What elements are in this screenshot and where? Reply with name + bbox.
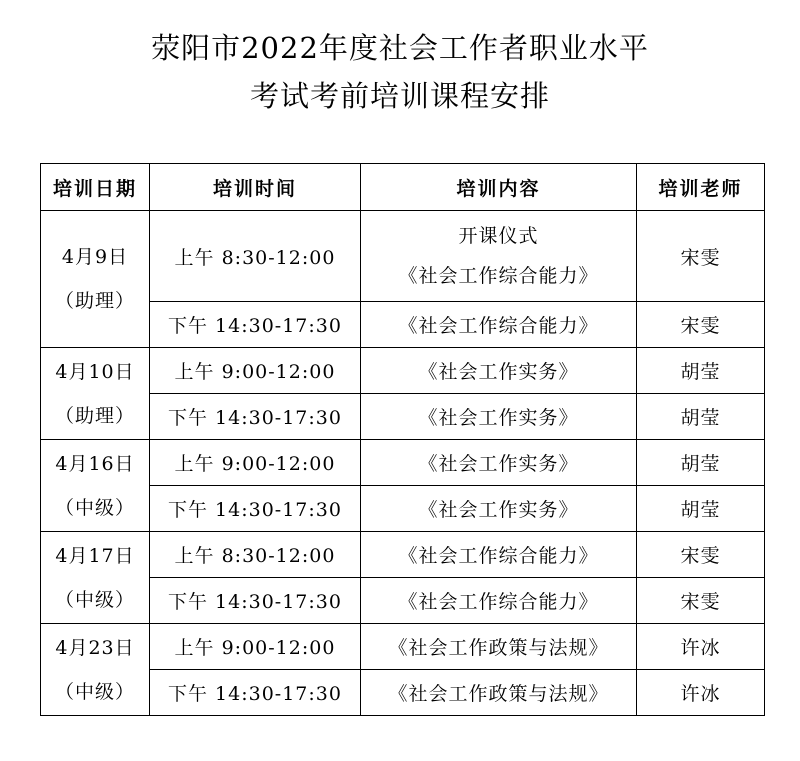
training-date: 4月17日 bbox=[55, 544, 135, 567]
table-row bbox=[41, 348, 765, 394]
training-content-line: 开课仪式 bbox=[458, 225, 539, 247]
training-time: 下午 14:30-17:30 bbox=[150, 486, 361, 532]
training-teacher: 宋雯 bbox=[637, 211, 765, 302]
training-level: （助理） bbox=[54, 290, 135, 312]
document-title-line-2: 考试考前培训课程安排 bbox=[249, 79, 550, 113]
training-time: 下午 14:30-17:30 bbox=[150, 302, 361, 348]
training-content bbox=[361, 578, 637, 624]
training-teacher: 胡莹 bbox=[637, 486, 765, 532]
training-content bbox=[361, 532, 637, 578]
training-content bbox=[361, 624, 637, 670]
training-time: 上午 8:30-12:00 bbox=[150, 532, 361, 578]
training-date-cell bbox=[41, 211, 150, 348]
training-date-cell bbox=[41, 532, 150, 624]
training-time: 下午 14:30-17:30 bbox=[150, 578, 361, 624]
header-time: 培训时间 bbox=[150, 164, 361, 211]
document-title-line-1: 荥阳市2022年度社会工作者职业水平 bbox=[151, 31, 649, 65]
table-row bbox=[41, 394, 765, 440]
training-content bbox=[361, 211, 637, 302]
table-row bbox=[41, 532, 765, 578]
training-time: 上午 9:00-12:00 bbox=[150, 348, 361, 394]
table-header-row bbox=[41, 164, 765, 211]
table-row bbox=[41, 211, 765, 302]
training-teacher: 宋雯 bbox=[637, 302, 765, 348]
training-date: 4月23日 bbox=[55, 636, 135, 659]
table-row bbox=[41, 578, 765, 624]
training-content bbox=[361, 348, 637, 394]
table-row bbox=[41, 624, 765, 670]
table-row bbox=[41, 670, 765, 716]
header-date: 培训日期 bbox=[41, 164, 150, 211]
training-time: 上午 8:30-12:00 bbox=[150, 211, 361, 302]
training-content bbox=[361, 394, 637, 440]
header-teacher: 培训老师 bbox=[637, 164, 765, 211]
training-level: （助理） bbox=[54, 404, 135, 427]
schedule-body bbox=[41, 211, 765, 716]
header-content: 培训内容 bbox=[361, 164, 637, 211]
training-teacher: 宋雯 bbox=[637, 578, 765, 624]
training-time: 上午 9:00-12:00 bbox=[150, 624, 361, 670]
table-row bbox=[41, 440, 765, 486]
training-level: （中级） bbox=[54, 680, 135, 703]
training-teacher: 胡莹 bbox=[637, 394, 765, 440]
training-date-cell bbox=[41, 348, 150, 440]
training-content-line: 《社会工作政策与法规》 bbox=[388, 683, 609, 705]
table-row bbox=[41, 302, 765, 348]
training-teacher: 胡莹 bbox=[637, 440, 765, 486]
training-time: 下午 14:30-17:30 bbox=[150, 394, 361, 440]
training-content-line: 《社会工作实务》 bbox=[418, 361, 579, 383]
training-content-line: 《社会工作综合能力》 bbox=[398, 591, 599, 613]
training-date: 4月9日 bbox=[61, 246, 129, 268]
training-level: （中级） bbox=[54, 496, 135, 519]
training-content-line: 《社会工作综合能力》 bbox=[398, 265, 599, 287]
training-content-line: 《社会工作实务》 bbox=[418, 407, 579, 429]
training-teacher: 许冰 bbox=[637, 624, 765, 670]
training-teacher: 许冰 bbox=[637, 670, 765, 716]
training-content-line: 《社会工作实务》 bbox=[418, 453, 579, 475]
training-level: （中级） bbox=[54, 588, 135, 611]
training-time: 下午 14:30-17:30 bbox=[150, 670, 361, 716]
training-content bbox=[361, 302, 637, 348]
schedule-table bbox=[40, 163, 765, 716]
training-content bbox=[361, 670, 637, 716]
training-content-line: 《社会工作综合能力》 bbox=[398, 315, 599, 337]
table-row bbox=[41, 486, 765, 532]
training-teacher: 胡莹 bbox=[637, 348, 765, 394]
training-date-cell bbox=[41, 440, 150, 532]
training-date: 4月16日 bbox=[55, 452, 135, 475]
training-date: 4月10日 bbox=[55, 360, 135, 383]
training-time: 上午 9:00-12:00 bbox=[150, 440, 361, 486]
training-content-line: 《社会工作政策与法规》 bbox=[388, 637, 609, 659]
training-teacher: 宋雯 bbox=[637, 532, 765, 578]
training-date-cell bbox=[41, 624, 150, 716]
training-content bbox=[361, 486, 637, 532]
training-content-line: 《社会工作综合能力》 bbox=[398, 545, 599, 567]
training-content bbox=[361, 440, 637, 486]
training-content-line: 《社会工作实务》 bbox=[418, 499, 579, 521]
